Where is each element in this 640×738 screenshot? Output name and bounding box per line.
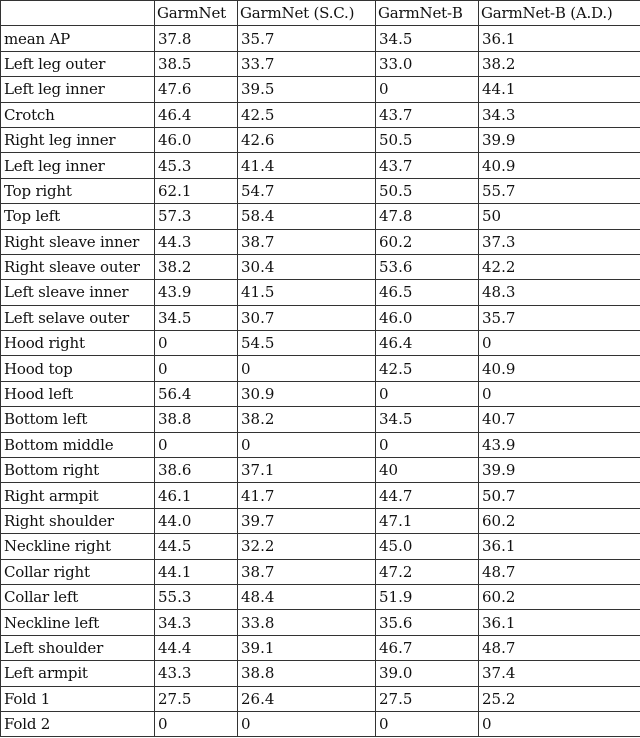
value-cell: 47.8 [376, 204, 479, 229]
value-cell: 38.7 [238, 559, 376, 584]
table-row [1, 254, 640, 279]
value-cell: 0 [155, 432, 238, 457]
header-cell-garmnet: GarmNet [155, 1, 238, 26]
value-cell: 46.4 [376, 331, 479, 356]
value-cell: 38.2 [479, 51, 640, 76]
value-cell: 32.2 [238, 534, 376, 559]
value-cell: 30.4 [238, 254, 376, 279]
value-cell: 45.3 [155, 153, 238, 178]
value-cell: 42.6 [238, 127, 376, 152]
value-cell: 38.6 [155, 458, 238, 483]
value-cell: 34.3 [479, 102, 640, 127]
value-cell: 0 [479, 711, 640, 736]
value-cell: 38.2 [238, 407, 376, 432]
value-cell: 48.3 [479, 280, 640, 305]
value-cell: 39.1 [238, 635, 376, 660]
value-cell: 0 [376, 77, 479, 102]
value-cell: 33.0 [376, 51, 479, 76]
value-cell: 58.4 [238, 204, 376, 229]
value-cell: 36.1 [479, 534, 640, 559]
value-cell: 34.5 [376, 26, 479, 51]
value-cell: 38.8 [155, 407, 238, 432]
value-cell: 39.9 [479, 127, 640, 152]
value-cell: 41.5 [238, 280, 376, 305]
value-cell: 36.1 [479, 26, 640, 51]
value-cell: 35.6 [376, 610, 479, 635]
value-cell: 0 [376, 381, 479, 406]
value-cell: 41.7 [238, 483, 376, 508]
value-cell: 34.5 [155, 305, 238, 330]
value-cell: 62.1 [155, 178, 238, 203]
table-row [1, 610, 640, 635]
row-label: Left leg inner [1, 77, 155, 102]
value-cell: 45.0 [376, 534, 479, 559]
value-cell: 44.4 [155, 635, 238, 660]
value-cell: 37.1 [238, 458, 376, 483]
table-row [1, 305, 640, 330]
value-cell: 46.4 [155, 102, 238, 127]
row-label: Left leg outer [1, 51, 155, 76]
table-row [1, 559, 640, 584]
table-row [1, 432, 640, 457]
table-row [1, 508, 640, 533]
row-label: Fold 2 [1, 711, 155, 736]
value-cell: 34.5 [376, 407, 479, 432]
row-label: Fold 1 [1, 686, 155, 711]
row-label: Collar right [1, 559, 155, 584]
value-cell: 47.6 [155, 77, 238, 102]
value-cell: 43.7 [376, 102, 479, 127]
value-cell: 55.3 [155, 584, 238, 609]
value-cell: 40 [376, 458, 479, 483]
row-label: Collar left [1, 584, 155, 609]
table-row [1, 26, 640, 51]
value-cell: 60.2 [376, 229, 479, 254]
value-cell: 39.7 [238, 508, 376, 533]
value-cell: 44.7 [376, 483, 479, 508]
table-row [1, 458, 640, 483]
row-label: Bottom middle [1, 432, 155, 457]
value-cell: 46.0 [376, 305, 479, 330]
value-cell: 56.4 [155, 381, 238, 406]
value-cell: 44.0 [155, 508, 238, 533]
row-label: Neckline right [1, 534, 155, 559]
value-cell: 38.7 [238, 229, 376, 254]
value-cell: 55.7 [479, 178, 640, 203]
value-cell: 40.7 [479, 407, 640, 432]
row-label: Right sleave inner [1, 229, 155, 254]
header-cell-garmnet-b: GarmNet-B [376, 1, 479, 26]
value-cell: 0 [479, 331, 640, 356]
row-label: Left leg inner [1, 153, 155, 178]
table-row [1, 178, 640, 203]
value-cell: 47.1 [376, 508, 479, 533]
value-cell: 43.3 [155, 661, 238, 686]
value-cell: 43.9 [155, 280, 238, 305]
value-cell: 38.8 [238, 661, 376, 686]
row-label: Left armpit [1, 661, 155, 686]
row-label: Hood left [1, 381, 155, 406]
value-cell: 42.5 [238, 102, 376, 127]
value-cell: 50 [479, 204, 640, 229]
value-cell: 37.3 [479, 229, 640, 254]
value-cell: 44.1 [155, 559, 238, 584]
table-row [1, 356, 640, 381]
value-cell: 40.9 [479, 356, 640, 381]
table-row [1, 331, 640, 356]
value-cell: 60.2 [479, 584, 640, 609]
value-cell: 38.2 [155, 254, 238, 279]
row-label: Bottom right [1, 458, 155, 483]
value-cell: 0 [238, 356, 376, 381]
value-cell: 46.0 [155, 127, 238, 152]
row-label: Left shoulder [1, 635, 155, 660]
row-label: Hood top [1, 356, 155, 381]
table-row [1, 635, 640, 660]
row-label: mean AP [1, 26, 155, 51]
value-cell: 30.9 [238, 381, 376, 406]
value-cell: 25.2 [479, 686, 640, 711]
table-row [1, 280, 640, 305]
table-row [1, 407, 640, 432]
row-label: Bottom left [1, 407, 155, 432]
value-cell: 34.3 [155, 610, 238, 635]
row-label: Hood right [1, 331, 155, 356]
value-cell: 0 [155, 356, 238, 381]
value-cell: 43.9 [479, 432, 640, 457]
value-cell: 39.5 [238, 77, 376, 102]
value-cell: 35.7 [479, 305, 640, 330]
row-label: Left sleave inner [1, 280, 155, 305]
table-row [1, 204, 640, 229]
table-row [1, 711, 640, 736]
value-cell: 44.5 [155, 534, 238, 559]
header-cell-garmnet-b-ad: GarmNet-B (A.D.) [479, 1, 640, 26]
value-cell: 40.9 [479, 153, 640, 178]
value-cell: 39.0 [376, 661, 479, 686]
table-row [1, 686, 640, 711]
row-label: Right sleave outer [1, 254, 155, 279]
value-cell: 50.5 [376, 127, 479, 152]
value-cell: 44.3 [155, 229, 238, 254]
row-label: Left selave outer [1, 305, 155, 330]
value-cell: 51.9 [376, 584, 479, 609]
value-cell: 26.4 [238, 686, 376, 711]
row-label: Top right [1, 178, 155, 203]
value-cell: 0 [238, 432, 376, 457]
table-row [1, 381, 640, 406]
table-body [1, 26, 640, 737]
table-row [1, 661, 640, 686]
value-cell: 36.1 [479, 610, 640, 635]
value-cell: 0 [376, 432, 479, 457]
value-cell: 37.4 [479, 661, 640, 686]
row-label: Neckline left [1, 610, 155, 635]
value-cell: 43.7 [376, 153, 479, 178]
header-cell-corner [1, 1, 155, 26]
table-row [1, 102, 640, 127]
value-cell: 41.4 [238, 153, 376, 178]
value-cell: 46.7 [376, 635, 479, 660]
value-cell: 46.1 [155, 483, 238, 508]
value-cell: 50.7 [479, 483, 640, 508]
value-cell: 54.5 [238, 331, 376, 356]
row-label: Right armpit [1, 483, 155, 508]
table-row [1, 77, 640, 102]
value-cell: 42.5 [376, 356, 479, 381]
value-cell: 27.5 [376, 686, 479, 711]
value-cell: 50.5 [376, 178, 479, 203]
value-cell: 0 [376, 711, 479, 736]
value-cell: 33.8 [238, 610, 376, 635]
header-row [1, 1, 640, 26]
value-cell: 27.5 [155, 686, 238, 711]
value-cell: 53.6 [376, 254, 479, 279]
value-cell: 30.7 [238, 305, 376, 330]
row-label: Right shoulder [1, 508, 155, 533]
value-cell: 48.7 [479, 559, 640, 584]
value-cell: 60.2 [479, 508, 640, 533]
value-cell: 0 [479, 381, 640, 406]
header-cell-garmnet-sc: GarmNet (S.C.) [238, 1, 376, 26]
value-cell: 48.7 [479, 635, 640, 660]
value-cell: 46.5 [376, 280, 479, 305]
row-label: Crotch [1, 102, 155, 127]
table-row [1, 153, 640, 178]
value-cell: 42.2 [479, 254, 640, 279]
value-cell: 44.1 [479, 77, 640, 102]
table-row [1, 483, 640, 508]
value-cell: 39.9 [479, 458, 640, 483]
table-row [1, 127, 640, 152]
value-cell: 38.5 [155, 51, 238, 76]
value-cell: 54.7 [238, 178, 376, 203]
value-cell: 0 [238, 711, 376, 736]
row-label: Top left [1, 204, 155, 229]
value-cell: 0 [155, 331, 238, 356]
table-row [1, 51, 640, 76]
value-cell: 33.7 [238, 51, 376, 76]
value-cell: 48.4 [238, 584, 376, 609]
table-row [1, 584, 640, 609]
value-cell: 37.8 [155, 26, 238, 51]
table-row [1, 534, 640, 559]
value-cell: 35.7 [238, 26, 376, 51]
value-cell: 0 [155, 711, 238, 736]
value-cell: 57.3 [155, 204, 238, 229]
table-row [1, 229, 640, 254]
value-cell: 47.2 [376, 559, 479, 584]
row-label: Right leg inner [1, 127, 155, 152]
